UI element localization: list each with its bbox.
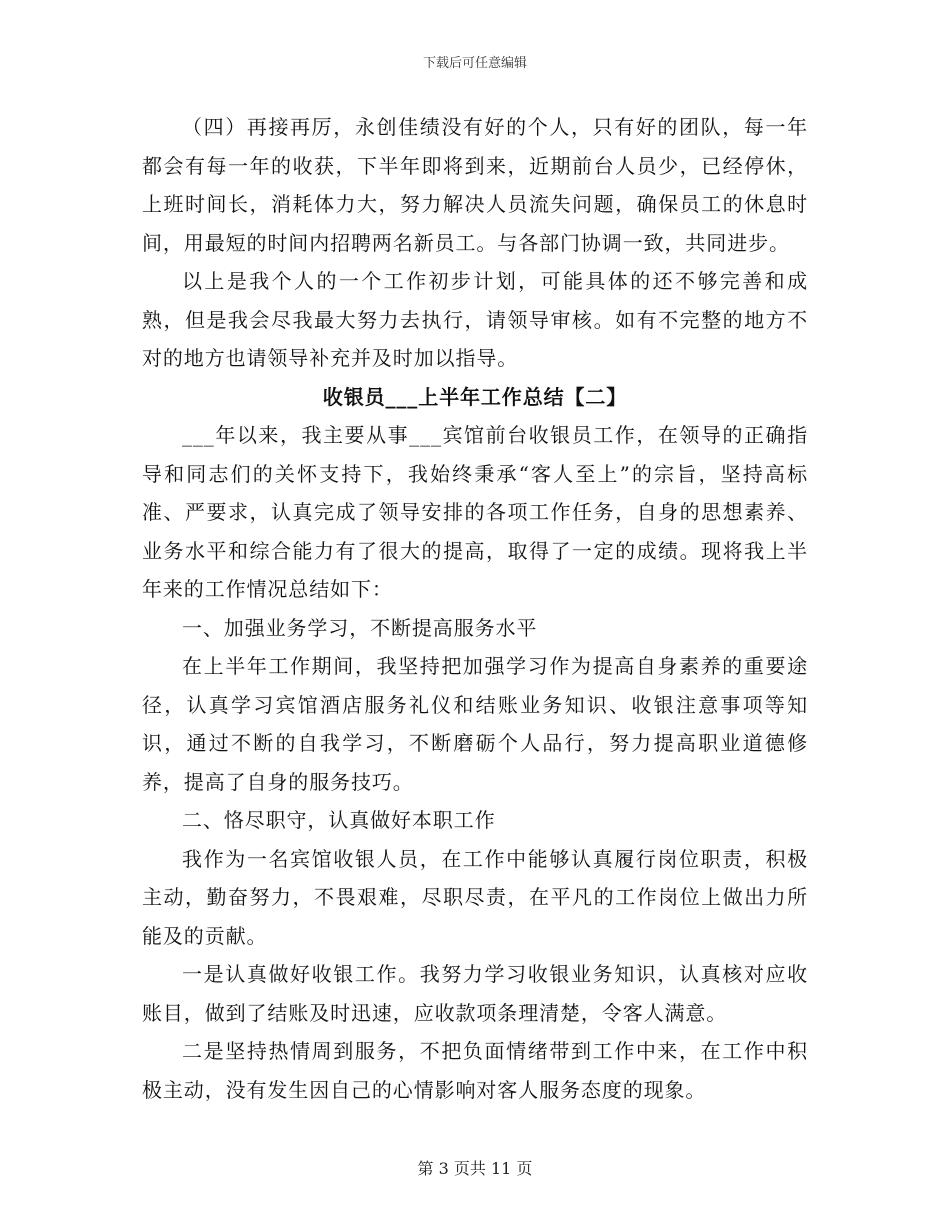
paragraph-duty-details: 我作为一名宾馆收银人员，在工作中能够认真履行岗位职责，积极主动，勤奋努力，不畏艰难，尽职尽责，在平凡的工作岗位上做出力所能及的贡献。 [142,846,808,948]
document-body [142,108,808,1109]
page-header: 下载后可任意编辑 [422,56,527,71]
heading-duty: 二、恪尽职守，认真做好本职工作 [182,808,496,832]
page-footer: 第 3 页共 11 页 [417,1159,533,1178]
paragraph-continue-goals: （四）再接再厉，永创佳绩没有好的个人，只有好的团队，每一年都会有每一年的收获，下半年即将到来，近期前台人员少，已经停休，上班时间长，消耗体力大，努力解决人员流失问题，确保员工的休息时间，用最短的时间内招聘两名新员工。与各部门协调一致，共同进步。 [142,115,808,255]
paragraph-plan-closing: 以上是我个人的一个工作初步计划，可能具体的还不够完善和成熟，但是我会尽我最大努力去执行，请领导审核。如有不完整的地方不对的地方也请领导补充并及时加以指导。 [142,269,808,370]
paragraph-cashier-work: 一是认真做好收银工作。我努力学习收银业务知识，认真核对应收账目，做到了结账及时迅速，应收款项条理清楚，令客人满意。 [142,962,808,1025]
paragraph-service-attitude: 二是坚持热情周到服务，不把负面情绪带到工作中来，在工作中积极主动，没有发生因自己的心情影响对客人服务态度的现象。 [142,1039,808,1102]
paragraph-intro: ___年以来，我主要从事___宾馆前台收银员工作，在领导的正确指导和同志们的关怀支持下，我始终秉承“客人至上”的宗旨，坚持高标准、严要求，认真完成了领导安排的各项工作任务，自身的思想素养、业务水平和综合能力有了很大的提高，取得了一定的成绩。现将我上半年来的工作情况总结如下： [142,423,808,601]
heading-business-study: 一、加强业务学习，不断提高服务水平 [182,615,538,640]
paragraph-study-details: 在上半年工作期间，我坚持把加强学习作为提高自身素养的重要途径，认真学习宾馆酒店服务礼仪和结账业务知识、收银注意事项等知识，通过不断的自我学习，不断磨砺个人品行，努力提高职业道德修养，提高了自身的服务技巧。 [142,654,808,794]
section-title: 收银员___上半年工作总结【二】 [322,384,628,409]
